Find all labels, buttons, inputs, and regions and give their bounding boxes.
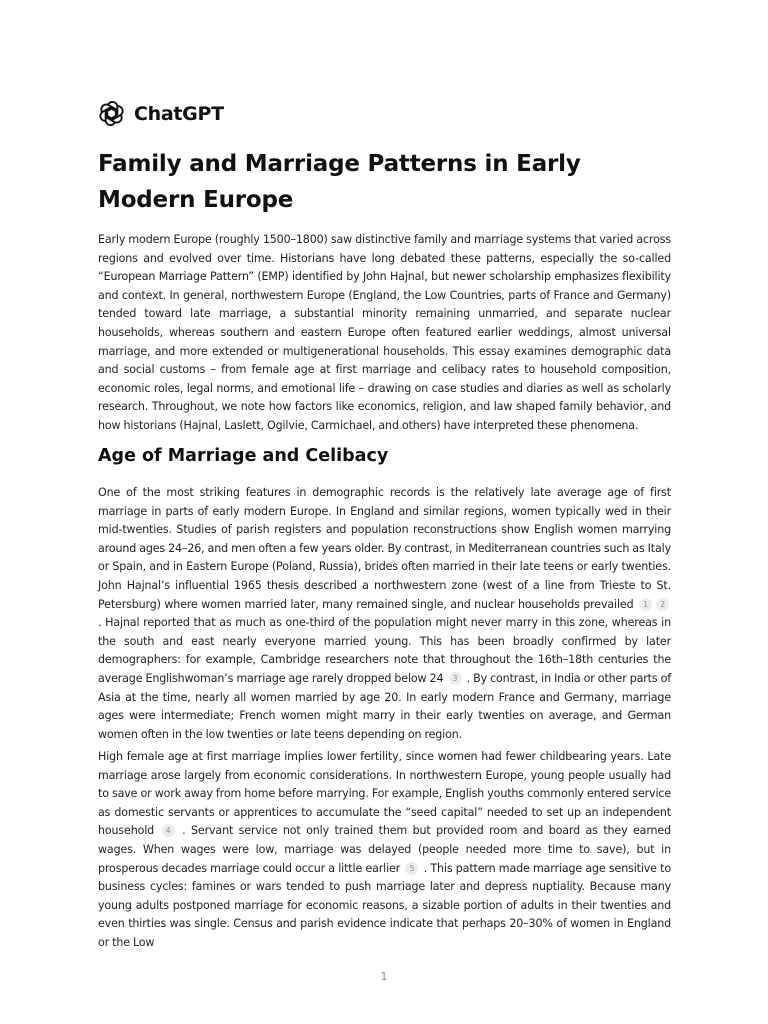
body-paragraph-age-of-marriage (98, 484, 671, 744)
section-heading: Age of Marriage and Celibacy (98, 446, 389, 466)
body-paragraph-fertility (98, 748, 671, 953)
citation-badge[interactable]: 3 (449, 672, 462, 685)
page-number: 1 (380, 970, 388, 983)
openai-logo-icon (98, 100, 125, 127)
paragraph-text: One of the most striking features in demographic records is the relatively late average age of first marriage in parts of early modern Europe. In England and similar regions, women typically wed in their mid-twenties. Studies of parish registers and population reconstructions show English women marrying around ages 24–26, and men often a few years older. By contrast, in Mediterranean countries such as Italy or Spain, and in Eastern Europe (Poland, Russia), brides often married in their late teens or early twenties. John Hajnal’s influential 1965 thesis described a northwestern zone (west of a line from Trieste to St. Petersburg) where women married later, many remained single, and nuclear households prevailed (98, 486, 671, 611)
paragraph-text: . By contrast, in India or other parts of Asia at the time, nearly all women married by age 20. In early modern France and Germany, marriage ages were intermediate; French women might marry in their early twenties on average, and German women often in the low twenties or late teens depending on region. (98, 671, 672, 741)
document-title: Family and Marriage Patterns in Early Modern Europe (98, 151, 581, 213)
paragraph-text: High female age at first marriage implies lower fertility, since women had fewer childbearing years. Late marriage arose largely from economic considerations. In northwestern Europe, young people usually had to save or work away from home before marrying. For example, English youths commonly entered service as domestic servants or apprentices to accumulate the “seed capital” needed to set up an independent household (98, 750, 671, 838)
citation-badge[interactable]: 1 (639, 598, 652, 611)
citation-badge[interactable]: 4 (162, 824, 175, 837)
paragraph-text: . This pattern made marriage age sensitive to business cycles: famines or wars tended to push marriage later and depress nuptiality. Because many young adults postponed marriage for economic reasons, a sizable portion of adults in their twenties and even thirties was single. Census and parish evidence indicate that perhaps 20–30% of women in England or the Low (98, 861, 672, 949)
citation-badge[interactable]: 5 (405, 862, 418, 875)
paragraph-text: . Servant service not only trained them but provided room and board as they earned wages. When wages were low, marriage was delayed (people needed more time to save), but in prosperous decades marriage could occur a little earlier (98, 824, 671, 875)
intro-paragraph: Early modern Europe (roughly 1500–1800) saw distinctive family and marriage systems that varied across regions and evolved over time. Historians have long debated these patterns, especially the so-called “European Marriage Pattern” (EMP) identified by John Hajnal, but newer scholarship emphasizes flexibility and context. In general, northwestern Europe (England, the Low Countries, parts of France and Germany) tended toward late marriage, a substantial minority remaining unmarried, and separate nuclear households, whereas southern and eastern Europe often featured earlier weddings, almost universal marriage, and more extended or multigenerational households. This essay examines demographic data and social customs – from female age at first marriage and celibacy rates to household composition, economic roles, legal norms, and emotional life – drawing on case studies and diaries as well as scholarly research. Throughout, we note how factors like economics, religion, and law shaped family behavior, and how historians (Hajnal, Laslett, Ogilvie, Carmichael, and others) have interpreted these phenomena. (98, 233, 671, 432)
brand-header (98, 100, 224, 127)
paragraph-text: . Hajnal reported that as much as one-third of the population might never marry in this zone, whereas in the south and east nearly everyone married young. This has been broadly confirmed by later demographers: for example, Cambridge researchers note that throughout the 16th–18th centuries the average Englishwoman’s marriage age rarely dropped below 24 (98, 616, 671, 685)
citation-badge[interactable]: 2 (656, 598, 669, 611)
brand-name: ChatGPT (134, 102, 224, 125)
